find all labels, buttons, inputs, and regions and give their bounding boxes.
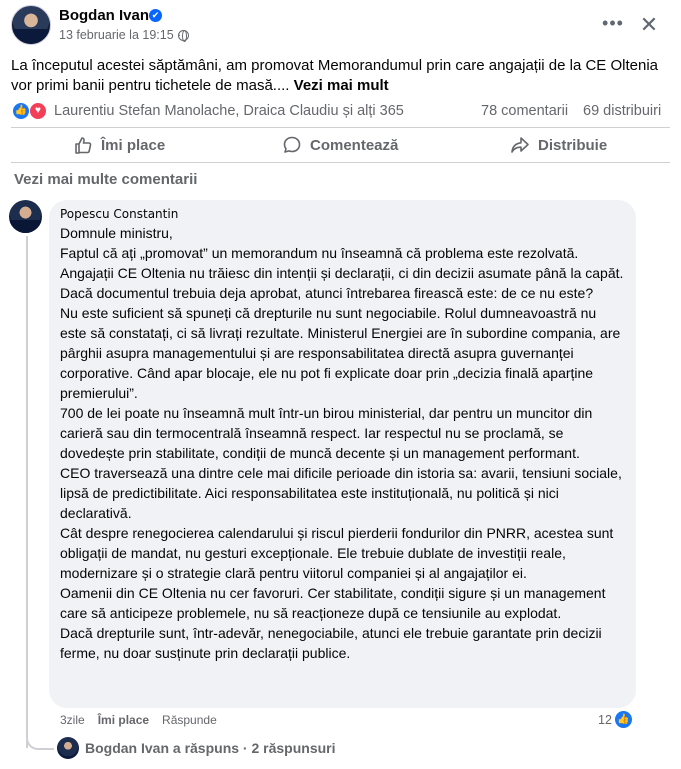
share-arrow-icon: [510, 135, 530, 155]
comment-meta: [60, 713, 217, 727]
view-replies-link[interactable]: Bogdan Ivan a răspuns · 2 răspunsuri: [85, 740, 336, 756]
comment-reply-link[interactable]: Răspunde: [162, 713, 217, 727]
comment-paragraph: Faptul că ați „promovat” un memorandum nu înseamnă că problema este rezolvată. Angajații CE Oltenia nu trăiesc din intenții și declarații, ci din decizii asumate până la capăt. Dacă documentul trebuia deja aprobat, atunci întrebarea firească este: de ce nu este?: [60, 245, 624, 301]
reactors-list[interactable]: Laurentiu Stefan Manolache, Draica Claudiu și alți 365: [54, 103, 404, 119]
see-more-comments-link[interactable]: Vezi mai multe comentarii: [14, 171, 198, 188]
comment-paragraph: Oamenii din CE Oltenia nu cer favoruri. Cer stabilitate, condiții sigure și un management care să anticipeze problemele, nu să reacționeze după ce tensiunile au explodat.: [60, 585, 606, 621]
author-avatar[interactable]: [11, 5, 51, 45]
more-options-icon[interactable]: •••: [602, 13, 624, 33]
share-button-label: Distribuie: [538, 136, 608, 154]
post-body: La începutul acestei săptămâni, am promovat Memorandumul prin care angajații de la CE Oltenia vor primi banii pentru tichetele de masă....: [11, 57, 659, 94]
post-actions: [0, 128, 681, 160]
commenter-name[interactable]: Popescu Constantin: [60, 207, 179, 221]
comment-body: [60, 223, 624, 663]
post-header: [0, 0, 681, 52]
comments-count[interactable]: 78 comentarii: [481, 103, 569, 119]
comment-paragraph: Nu este suficient să spuneți că drepturile nu sunt negociabile. Rolul dumneavoastră nu este să constatați, ci să livrați rezultate. Ministerul Energiei are în subordine compania, are pârghii asupra managementului și are responsabilitatea directă asupra guvernanței corporative. Când apar blocaje, ele nu pot fi explicate doar prin „decizia finală aparține premierului”.: [60, 305, 621, 401]
love-reaction-icon: ♥: [29, 102, 47, 120]
shares-count[interactable]: 69 distribuiri: [583, 103, 662, 119]
reactions-summary: [0, 100, 681, 124]
share-button[interactable]: [510, 132, 607, 158]
comment-button[interactable]: [282, 132, 398, 158]
author-name[interactable]: Bogdan Ivan: [59, 7, 150, 24]
comment-paragraph: Dacă drepturile sunt, într-adevăr, nenegociabile, atunci ele trebuie garantate prin decizii ferme, nu doar susținute prin declarații publice.: [60, 625, 602, 661]
verified-badge-icon: ✔: [149, 9, 162, 22]
thumbs-up-icon: [73, 135, 93, 155]
comment-bubble: [49, 200, 636, 708]
see-more-link[interactable]: Vezi mai mult: [293, 77, 389, 94]
comment-paragraph: Domnule ministru,: [60, 225, 173, 241]
post-timestamp[interactable]: 13 februarie la 19:15 ·: [59, 28, 182, 42]
thread-connector: [26, 732, 54, 750]
comment-button-label: Comentează: [310, 136, 399, 154]
comment-like-link[interactable]: Îmi place: [97, 713, 150, 727]
comment-paragraph: 700 de lei poate nu înseamnă mult într-un birou ministerial, dar pentru un muncitor din carieră sau din termocentrală înseamnă respect. Iar respectul nu se proclamă, se dovedește prin stabilitate, condiții de muncă decente și un management performant.: [60, 405, 593, 461]
globe-icon: [178, 30, 189, 41]
commenter-avatar[interactable]: [9, 200, 42, 233]
like-reaction-icon: 👍: [12, 102, 30, 120]
comment-paragraph: CEO traversează una dintre cele mai dificile perioade din istoria sa: avarii, tensiuni sociale, lipsă de predictibilitate. Aici responsabilitatea este instituțională, nu politică și nici declarativă.: [60, 465, 622, 521]
post-text: [11, 56, 671, 96]
comment-paragraph: Cât despre renegocierea calendarului și riscul pierderii fondurilor din PNRR, acestea sunt obligații de mandat, nu gesturi excepționale. Ele trebuie dublate de investiții reale, modernizare și o strategie clară pentru viitorul companiei și al angajaților ei.: [60, 525, 614, 581]
comment-reaction-count[interactable]: 12: [598, 713, 612, 727]
like-button-label: Îmi place: [101, 136, 166, 154]
comment-like-reaction-icon: 👍: [615, 711, 632, 728]
thread-line: [26, 236, 28, 748]
reply-author-avatar: [57, 737, 79, 759]
close-icon[interactable]: ✕: [639, 12, 659, 37]
speech-bubble-icon: [282, 135, 302, 155]
like-button[interactable]: [73, 132, 165, 158]
divider: [11, 162, 670, 163]
comment-time[interactable]: 3zile: [60, 713, 85, 727]
